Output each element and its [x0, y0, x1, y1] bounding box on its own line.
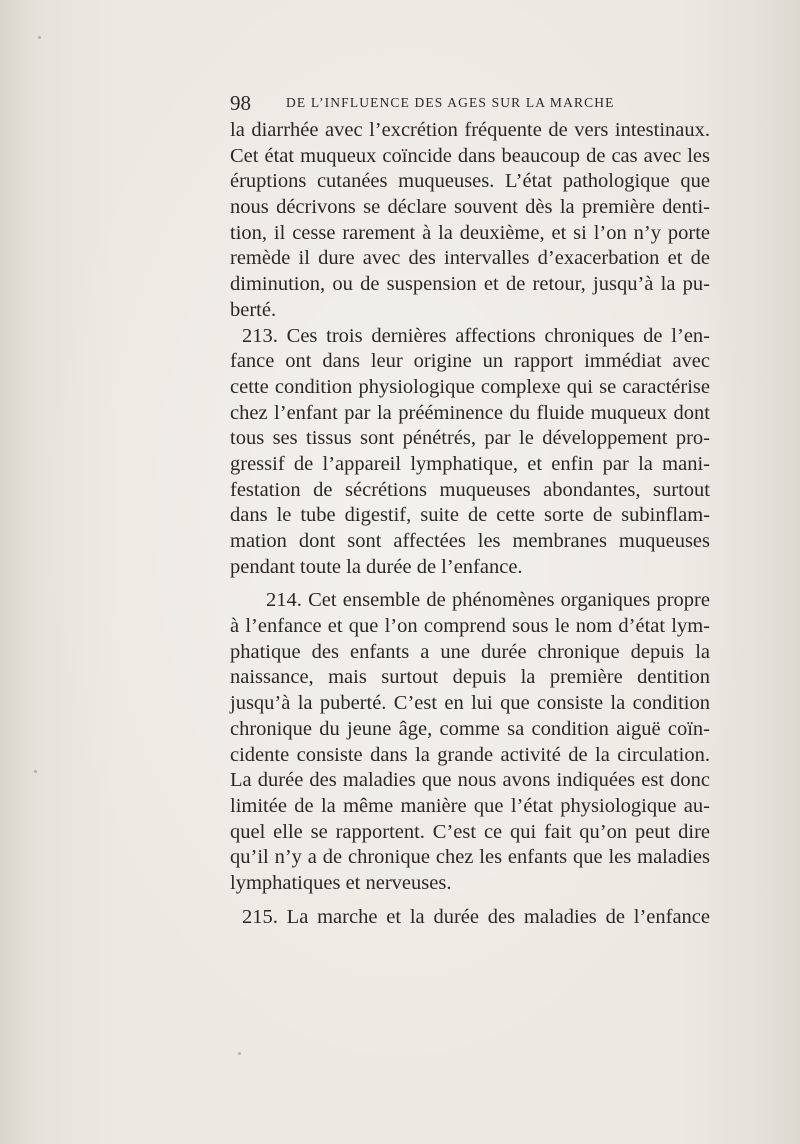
paper-speck — [238, 1052, 241, 1055]
paragraph-215-start: 215. La marche et la durée des maladies de l’enfance — [242, 905, 710, 928]
paragraph-213-start: 213. Ces trois dernières affections chroniques de l’en- — [242, 324, 710, 347]
text-line: qu’il n’y a de chronique chez les enfants que les maladies — [230, 846, 710, 869]
text-line: gressif de l’appareil lymphatique, et enfin par la mani- — [230, 452, 710, 475]
text-line: Cet état muqueux coïncide dans beaucoup de cas avec les — [230, 144, 710, 167]
text-line: nous décrivons se déclare souvent dès la première denti- — [230, 196, 710, 219]
text-line: festation de sécrétions muqueuses abondantes, surtout — [230, 478, 710, 501]
text-line: la diarrhée avec l’excrétion fréquente de vers intestinaux. — [230, 119, 710, 141]
text-line: remède il dure avec des intervalles d’exacerbation et de — [230, 247, 710, 270]
text-line: jusqu’à la puberté. C’est en lui que consiste la condition — [230, 692, 710, 715]
text-line: mation dont sont affectées les membranes muqueuses — [230, 530, 710, 552]
text-line: tion, il cesse rarement à la deuxième, et si l’on n’y porte — [230, 221, 710, 244]
text-line: à l’enfance et que l’on comprend sous le nom d’état lym- — [230, 615, 710, 638]
text-line: phatique des enfants a une durée chronique depuis la — [230, 640, 710, 663]
text-line: La durée des maladies que nous avons indiquées est donc — [230, 769, 710, 792]
text-line: lymphatiques et nerveuses. — [230, 871, 452, 894]
running-head: DE L’INFLUENCE DES AGES SUR LA MARCHE — [286, 95, 615, 110]
text-line: berté. — [230, 298, 277, 321]
text-line: cette condition physiologique complexe qui se caractérise — [230, 375, 710, 398]
paper-speck — [34, 770, 37, 773]
page-number: 98 — [230, 91, 251, 115]
paper-speck — [38, 36, 41, 39]
text-line: cidente consiste dans la grande activité de la circulation. — [230, 743, 710, 766]
paragraph-214-start: 214. Cet ensemble de phénomènes organiques propre — [266, 589, 710, 612]
body-text — [230, 118, 710, 930]
text-line: chronique du jeune âge, comme sa condition aiguë coïn- — [230, 717, 710, 740]
text-line: quel elle se rapportent. C’est ce qui fait qu’on peut dire — [230, 820, 710, 843]
text-line: chez l’enfant par la prééminence du fluide muqueux dont — [230, 401, 710, 424]
text-line: naissance, mais surtout depuis la première dentition — [230, 666, 710, 689]
text-line: pendant toute la durée de l’enfance. — [230, 555, 523, 578]
text-line: fance ont dans leur origine un rapport immédiat avec — [230, 350, 710, 373]
text-line: limitée de la même manière que l’état physiologique au- — [230, 794, 710, 817]
text-line: diminution, ou de suspension et de retour, jusqu’à la pu- — [230, 273, 710, 296]
page-header — [230, 92, 710, 114]
text-line: éruptions cutanées muqueuses. L’état pathologique que — [230, 170, 710, 193]
text-line: dans le tube digestif, suite de cette sorte de subinflam- — [230, 504, 710, 527]
text-line: tous ses tissus sont pénétrés, par le développement pro- — [230, 427, 710, 450]
